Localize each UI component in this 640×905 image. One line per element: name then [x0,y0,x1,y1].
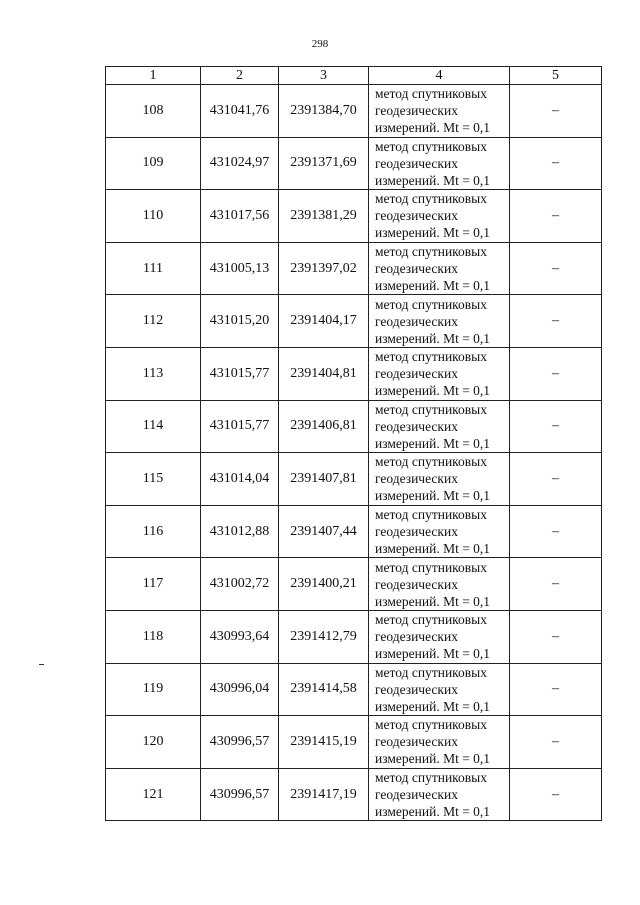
point-number-cell: 114 [106,400,201,453]
y-coordinate-cell: 2391404,81 [279,347,369,400]
y-coordinate-cell: 2391397,02 [279,242,369,295]
note-cell: – [510,610,602,663]
x-coordinate-cell: 431005,13 [201,242,279,295]
method-cell: метод спутниковых геодезических измерений. Mt = 0,1 [369,400,510,453]
x-coordinate-cell: 430993,64 [201,610,279,663]
point-number-cell: 116 [106,505,201,558]
note-cell: – [510,505,602,558]
table-row [106,295,602,348]
method-cell: метод спутниковых геодезических измерений. Mt = 0,1 [369,347,510,400]
y-coordinate-cell: 2391407,81 [279,453,369,506]
note-cell: – [510,347,602,400]
table-header [106,67,602,85]
y-coordinate-cell: 2391412,79 [279,610,369,663]
header-row [106,67,602,85]
x-coordinate-cell: 430996,04 [201,663,279,716]
y-coordinate-cell: 2391384,70 [279,85,369,138]
table-row [106,768,602,821]
header-col-3: 3 [279,67,369,85]
note-cell: – [510,663,602,716]
method-cell: метод спутниковых геодезических измерений. Mt = 0,1 [369,242,510,295]
x-coordinate-cell: 431024,97 [201,137,279,190]
note-cell: – [510,295,602,348]
note-cell: – [510,768,602,821]
point-number-cell: 113 [106,347,201,400]
table-row [106,400,602,453]
x-coordinate-cell: 431002,72 [201,558,279,611]
y-coordinate-cell: 2391400,21 [279,558,369,611]
y-coordinate-cell: 2391371,69 [279,137,369,190]
point-number-cell: 109 [106,137,201,190]
table-row [106,453,602,506]
table-body [106,85,602,821]
table-row [106,610,602,663]
margin-mark [39,664,44,665]
x-coordinate-cell: 431015,77 [201,400,279,453]
note-cell: – [510,242,602,295]
point-number-cell: 117 [106,558,201,611]
point-number-cell: 115 [106,453,201,506]
x-coordinate-cell: 431041,76 [201,85,279,138]
y-coordinate-cell: 2391417,19 [279,768,369,821]
y-coordinate-cell: 2391407,44 [279,505,369,558]
method-cell: метод спутниковых геодезических измерений. Mt = 0,1 [369,768,510,821]
point-number-cell: 110 [106,190,201,243]
note-cell: – [510,190,602,243]
note-cell: – [510,453,602,506]
x-coordinate-cell: 431014,04 [201,453,279,506]
note-cell: – [510,137,602,190]
method-cell: метод спутниковых геодезических измерений. Mt = 0,1 [369,716,510,769]
point-number-cell: 111 [106,242,201,295]
x-coordinate-cell: 431015,20 [201,295,279,348]
point-number-cell: 108 [106,85,201,138]
method-cell: метод спутниковых геодезических измерений. Mt = 0,1 [369,295,510,348]
point-number-cell: 119 [106,663,201,716]
point-number-cell: 112 [106,295,201,348]
y-coordinate-cell: 2391415,19 [279,716,369,769]
method-cell: метод спутниковых геодезических измерений. Mt = 0,1 [369,453,510,506]
header-col-4: 4 [369,67,510,85]
table-row [106,663,602,716]
header-col-5: 5 [510,67,602,85]
y-coordinate-cell: 2391406,81 [279,400,369,453]
table-row [106,505,602,558]
note-cell: – [510,85,602,138]
page-number: 298 [311,38,329,50]
note-cell: – [510,400,602,453]
table-row [106,137,602,190]
method-cell: метод спутниковых геодезических измерений. Mt = 0,1 [369,137,510,190]
table-row [106,347,602,400]
table-row [106,242,602,295]
table-row [106,558,602,611]
method-cell: метод спутниковых геодезических измерений. Mt = 0,1 [369,610,510,663]
y-coordinate-cell: 2391414,58 [279,663,369,716]
coordinates-table [105,66,602,821]
method-cell: метод спутниковых геодезических измерений. Mt = 0,1 [369,663,510,716]
note-cell: – [510,558,602,611]
method-cell: метод спутниковых геодезических измерений. Mt = 0,1 [369,505,510,558]
table-row [106,190,602,243]
x-coordinate-cell: 430996,57 [201,768,279,821]
method-cell: метод спутниковых геодезических измерений. Mt = 0,1 [369,85,510,138]
x-coordinate-cell: 431017,56 [201,190,279,243]
x-coordinate-cell: 431012,88 [201,505,279,558]
method-cell: метод спутниковых геодезических измерений. Mt = 0,1 [369,558,510,611]
x-coordinate-cell: 430996,57 [201,716,279,769]
x-coordinate-cell: 431015,77 [201,347,279,400]
point-number-cell: 120 [106,716,201,769]
header-col-2: 2 [201,67,279,85]
method-cell: метод спутниковых геодезических измерений. Mt = 0,1 [369,190,510,243]
table-row [106,85,602,138]
table-row [106,716,602,769]
note-cell: – [510,716,602,769]
y-coordinate-cell: 2391404,17 [279,295,369,348]
point-number-cell: 121 [106,768,201,821]
point-number-cell: 118 [106,610,201,663]
header-col-1: 1 [106,67,201,85]
y-coordinate-cell: 2391381,29 [279,190,369,243]
